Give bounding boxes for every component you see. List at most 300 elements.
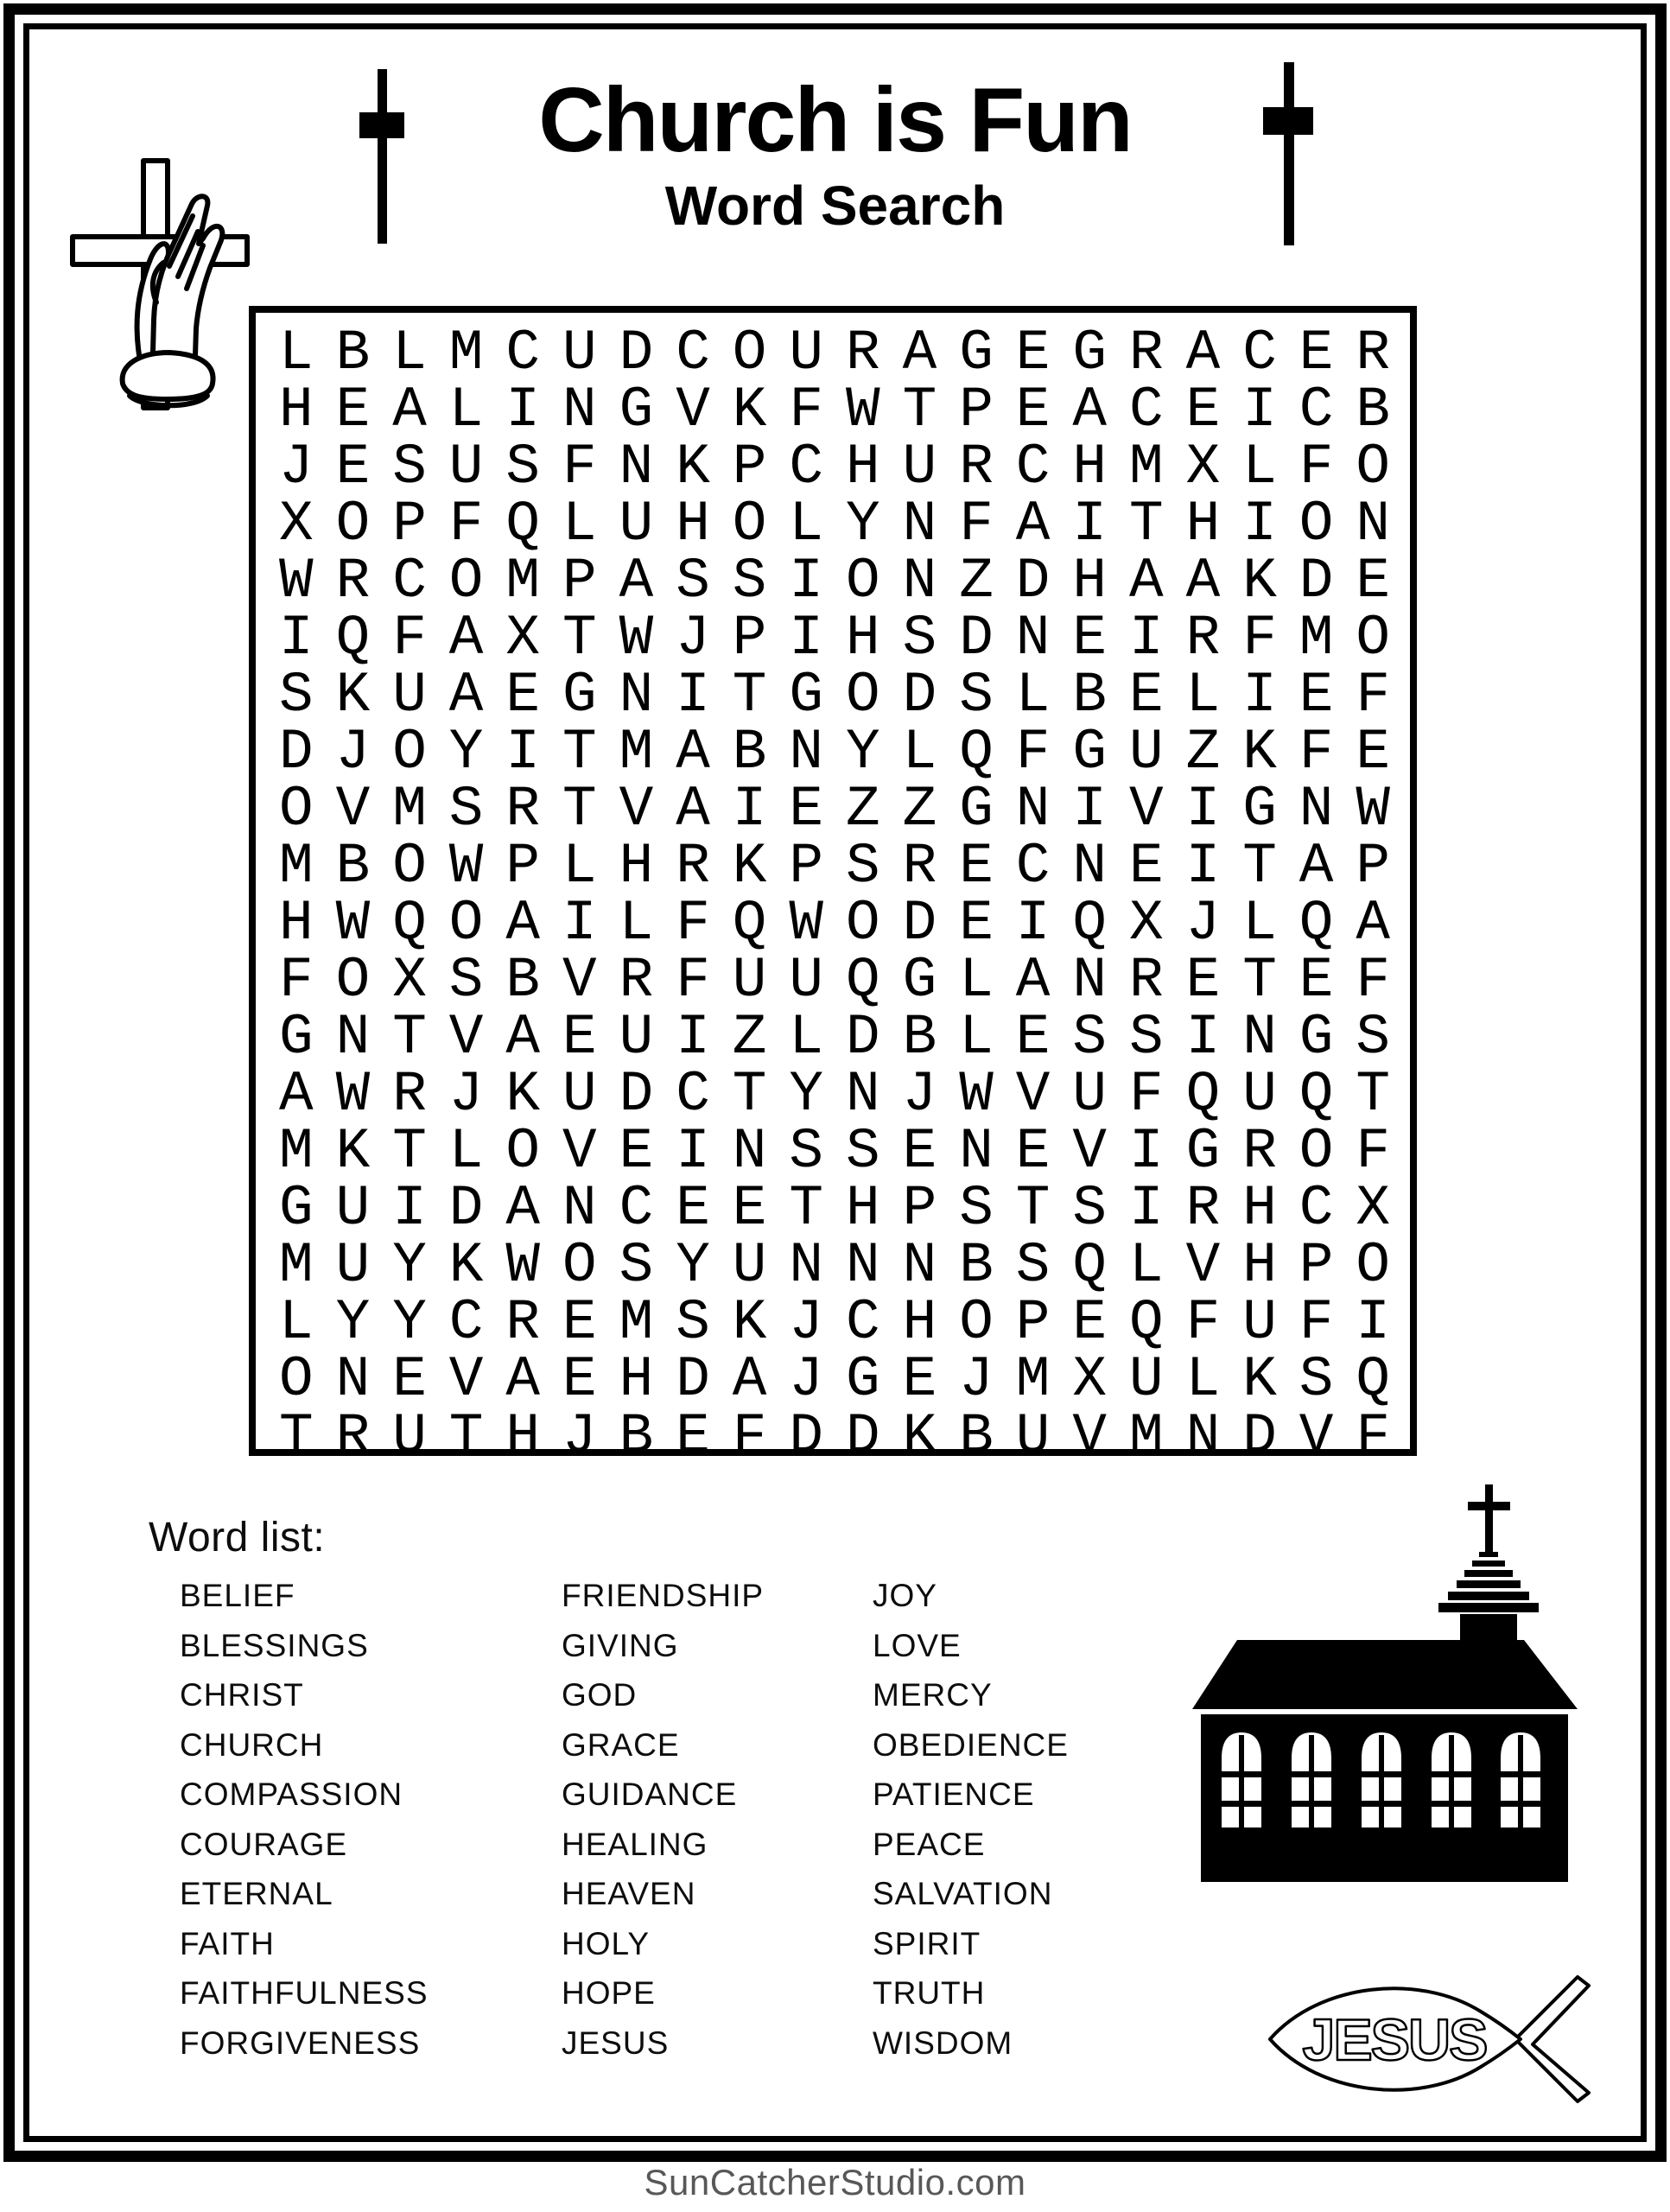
grid-letter: Z (959, 549, 994, 613)
grid-letter: O (392, 834, 427, 899)
grid-letter: O (845, 549, 880, 613)
grid-letter: M (278, 834, 314, 899)
grid-letter: D (1242, 1404, 1277, 1469)
grid-letter: A (1015, 948, 1051, 1013)
grid-letter: P (732, 606, 767, 671)
grid-letter: L (448, 1119, 484, 1184)
grid-letter: H (1072, 435, 1107, 499)
grid-letter: D (1299, 549, 1334, 613)
grid-letter: R (902, 834, 937, 899)
grid-letter: B (1072, 663, 1107, 728)
grid-letter: I (1242, 492, 1277, 556)
grid-letter: I (1072, 777, 1107, 842)
grid-letter: S (448, 948, 484, 1013)
grid-letter: V (1185, 1233, 1221, 1298)
grid-letter: S (676, 1290, 710, 1355)
grid-letter: E (1185, 948, 1221, 1013)
grid-letter: X (1128, 891, 1164, 956)
grid-letter: Y (845, 492, 880, 556)
grid-letter: O (278, 1347, 314, 1412)
grid-letter: L (1242, 891, 1277, 956)
grid-letter: N (1072, 834, 1107, 899)
grid-letter: E (392, 1347, 427, 1412)
grid-letter: L (278, 321, 314, 385)
grid-letter: N (732, 1119, 767, 1184)
grid-letter: U (619, 492, 654, 556)
grid-letter: F (1299, 720, 1334, 785)
grid-letter: M (1128, 1404, 1164, 1469)
word-list-item: OBEDIENCE (873, 1726, 1069, 1763)
grid-letter: E (562, 1347, 597, 1412)
grid-letter: T (562, 720, 597, 785)
grid-letter: F (1356, 1119, 1390, 1184)
grid-letter: A (676, 720, 710, 785)
grid-letter: U (902, 435, 937, 499)
grid-letter: E (505, 663, 540, 728)
grid-letter: F (1356, 948, 1390, 1013)
grid-letter: S (1299, 1347, 1334, 1412)
grid-letter: R (335, 549, 371, 613)
grid-letter: Y (676, 1233, 710, 1298)
grid-letter: E (1128, 834, 1164, 899)
grid-letter: D (676, 1347, 710, 1412)
grid-letter: E (1015, 378, 1051, 442)
grid-letter: A (619, 549, 654, 613)
grid-letter: L (1185, 663, 1221, 728)
grid-letter: T (562, 606, 597, 671)
grid-letter: N (562, 1176, 597, 1241)
grid-letter: E (1072, 1290, 1107, 1355)
grid-letter: P (1356, 834, 1390, 899)
grid-letter: C (1015, 435, 1051, 499)
grid-letter: Q (1299, 1062, 1334, 1127)
grid-letter: S (619, 1233, 654, 1298)
grid-letter: A (1299, 834, 1334, 899)
grid-letter: R (1128, 948, 1164, 1013)
grid-letter: P (902, 1176, 937, 1241)
grid-letter: L (448, 378, 484, 442)
grid-letter: I (732, 777, 767, 842)
grid-letter: S (278, 663, 314, 728)
grid-letter: Q (1299, 891, 1334, 956)
grid-letter: E (1015, 1005, 1051, 1070)
grid-letter: G (1185, 1119, 1221, 1184)
grid-letter: E (959, 891, 994, 956)
grid-letter: O (1356, 606, 1390, 671)
grid-letter: P (1015, 1290, 1051, 1355)
grid-letter: W (278, 549, 314, 613)
grid-letter: R (1356, 321, 1390, 385)
grid-letter: K (1242, 549, 1277, 613)
grid-letter: R (1128, 321, 1164, 385)
grid-letter: U (619, 1005, 654, 1070)
grid-letter: M (278, 1119, 314, 1184)
grid-letter: P (392, 492, 427, 556)
grid-letter: N (1015, 777, 1051, 842)
grid-letter: T (1015, 1176, 1051, 1241)
grid-letter: E (1299, 663, 1334, 728)
grid-letter: B (732, 720, 767, 785)
grid-letter: O (505, 1119, 540, 1184)
grid-letter: E (1185, 378, 1221, 442)
word-list-item: SPIRIT (873, 1925, 981, 1961)
grid-letter: W (335, 1062, 371, 1127)
grid-letter: D (278, 720, 314, 785)
grid-letter: K (505, 1062, 540, 1127)
grid-letter: P (732, 435, 767, 499)
word-list-column (562, 1571, 764, 2068)
grid-letter: H (278, 378, 314, 442)
word-list-item: LOVE (873, 1627, 962, 1663)
grid-letter: Q (1185, 1062, 1221, 1127)
grid-letter: H (278, 891, 314, 956)
grid-letter: V (1072, 1404, 1107, 1469)
grid-letter: N (619, 435, 654, 499)
grid-letter: H (845, 606, 880, 671)
grid-letter: W (335, 891, 371, 956)
grid-letter: I (676, 1005, 710, 1070)
grid-letter: C (1299, 1176, 1334, 1241)
grid-letter: D (789, 1404, 823, 1469)
grid-letter: C (392, 549, 427, 613)
grid-letter: I (676, 663, 710, 728)
grid-letter: E (676, 1176, 710, 1241)
grid-letter: V (562, 948, 597, 1013)
grid-letter: W (845, 378, 880, 442)
grid-letter: L (619, 891, 654, 956)
grid-letter: A (505, 1176, 540, 1241)
grid-letter: N (902, 549, 937, 613)
grid-letter: I (1185, 834, 1221, 899)
grid-letter: M (1015, 1347, 1051, 1412)
grid-letter: C (1015, 834, 1051, 899)
grid-letter: U (335, 1176, 371, 1241)
grid-letter: B (335, 321, 371, 385)
grid-letter: X (1072, 1347, 1107, 1412)
grid-letter: O (335, 948, 371, 1013)
grid-letter: R (1185, 1176, 1221, 1241)
word-list-item: HEALING (562, 1826, 708, 1862)
grid-letter: T (732, 1062, 767, 1127)
grid-letter: I (1242, 378, 1277, 442)
grid-letter: A (1128, 549, 1164, 613)
grid-letter: E (1356, 720, 1390, 785)
grid-letter: H (1072, 549, 1107, 613)
grid-letter: H (845, 435, 880, 499)
grid-letter: J (278, 435, 314, 499)
grid-letter: M (619, 720, 654, 785)
grid-letter: N (562, 378, 597, 442)
grid-letter: K (448, 1233, 484, 1298)
grid-letter: I (1242, 663, 1277, 728)
church-icon (1191, 1460, 1579, 1886)
grid-letter: Q (1072, 1233, 1107, 1298)
grid-letter: E (562, 1005, 597, 1070)
grid-letter: T (902, 378, 937, 442)
grid-letter: T (1128, 492, 1164, 556)
grid-letter: G (845, 1347, 880, 1412)
grid-letter: U (392, 1404, 427, 1469)
grid-letter: S (1072, 1005, 1107, 1070)
grid-letter: S (959, 1176, 994, 1241)
grid-letter: N (1299, 777, 1334, 842)
grid-letter: O (278, 777, 314, 842)
grid-letter: J (448, 1062, 484, 1127)
grid-letter: U (789, 321, 823, 385)
grid-letter: P (1299, 1233, 1334, 1298)
grid-letter: O (1356, 435, 1390, 499)
grid-letter: T (1242, 834, 1277, 899)
grid-letter: A (448, 663, 484, 728)
word-list-column (873, 1571, 1069, 2068)
grid-letter: E (676, 1404, 710, 1469)
grid-letter: U (732, 948, 767, 1013)
grid-letter: E (1015, 321, 1051, 385)
grid-letter: O (1299, 1119, 1334, 1184)
grid-letter: U (1242, 1062, 1277, 1127)
grid-letter: K (335, 1119, 371, 1184)
grid-letter: G (278, 1176, 314, 1241)
word-list-item: COMPASSION (180, 1777, 403, 1812)
grid-letter: S (676, 549, 710, 613)
grid-letter: S (392, 435, 427, 499)
word-list-item: GUIDANCE (562, 1777, 738, 1812)
grid-letter: C (1242, 321, 1277, 385)
grid-letter: L (1128, 1233, 1164, 1298)
grid-letter: K (732, 1290, 767, 1355)
grid-letter: T (1242, 948, 1277, 1013)
grid-letter: P (562, 549, 597, 613)
grid-letter: D (959, 606, 994, 671)
grid-letter: M (448, 321, 484, 385)
grid-letter: Q (505, 492, 540, 556)
grid-letter: U (1072, 1062, 1107, 1127)
grid-letter: Q (1072, 891, 1107, 956)
grid-letter: A (505, 1347, 540, 1412)
grid-letter: Y (392, 1233, 427, 1298)
grid-letter: J (562, 1404, 597, 1469)
grid-letter: T (562, 777, 597, 842)
grid-letter: W (959, 1062, 994, 1127)
grid-letter: A (1356, 891, 1390, 956)
grid-letter: N (1072, 948, 1107, 1013)
grid-letter: V (448, 1347, 484, 1412)
grid-letter: L (562, 834, 597, 899)
grid-letter: U (392, 663, 427, 728)
grid-letter: L (959, 948, 994, 1013)
grid-letter: F (732, 1404, 767, 1469)
grid-letter: M (278, 1233, 314, 1298)
word-list-item: BLESSINGS (180, 1627, 369, 1663)
grid-letter: G (1299, 1005, 1334, 1070)
word-list-item: ETERNAL (180, 1876, 333, 1911)
grid-letter: K (1242, 1347, 1277, 1412)
grid-letter: S (845, 834, 880, 899)
grid-letter: J (789, 1290, 823, 1355)
grid-letter: L (392, 321, 427, 385)
grid-letter: U (732, 1233, 767, 1298)
grid-letter: L (278, 1290, 314, 1355)
grid-letter: E (1128, 663, 1164, 728)
grid-letter: H (1242, 1233, 1277, 1298)
grid-letter: Q (1356, 1347, 1390, 1412)
grid-letter: J (902, 1062, 937, 1127)
word-grid (249, 306, 1417, 1469)
grid-letter: N (902, 1233, 937, 1298)
grid-letter: K (902, 1404, 937, 1469)
grid-letter: I (392, 1176, 427, 1241)
grid-letter: E (959, 834, 994, 899)
grid-letter: A (676, 777, 710, 842)
grid-letter: N (959, 1119, 994, 1184)
grid-letter: D (448, 1176, 484, 1241)
word-list-item: GOD (562, 1677, 638, 1713)
grid-letter: D (902, 663, 937, 728)
grid-letter: N (1242, 1005, 1277, 1070)
word-list-item: FRIENDSHIP (562, 1578, 765, 1613)
grid-letter: H (1242, 1176, 1277, 1241)
grid-letter: O (448, 891, 484, 956)
word-list-item: HEAVEN (562, 1876, 696, 1911)
grid-letter: N (335, 1005, 371, 1070)
grid-letter: H (619, 1347, 654, 1412)
grid-letter: F (1299, 435, 1334, 499)
grid-letter: I (789, 606, 823, 671)
grid-letter: F (1185, 1290, 1221, 1355)
word-list-item: JOY (873, 1578, 937, 1613)
grid-letter: T (732, 663, 767, 728)
grid-letter: O (562, 1233, 597, 1298)
grid-letter: T (1356, 1062, 1390, 1127)
grid-letter: B (959, 1404, 994, 1469)
grid-letter: G (562, 663, 597, 728)
grid-letter: V (1015, 1062, 1051, 1127)
grid-letter: B (335, 834, 371, 899)
grid-letter: F (392, 606, 427, 671)
grid-letter: F (1299, 1290, 1334, 1355)
grid-letter: G (619, 378, 654, 442)
grid-letter: S (1128, 1005, 1164, 1070)
grid-letter: P (959, 378, 994, 442)
grid-letter: D (619, 1062, 654, 1127)
grid-letter: M (392, 777, 427, 842)
grid-letter: F (1242, 606, 1277, 671)
grid-letter: X (278, 492, 314, 556)
grid-letter: V (1299, 1404, 1334, 1469)
grid-letter: J (1185, 891, 1221, 956)
grid-letter: I (1072, 492, 1107, 556)
grid-letter: Y (789, 1062, 823, 1127)
grid-letter: U (562, 321, 597, 385)
word-list-item: JESUS (562, 2024, 670, 2061)
grid-letter: F (959, 492, 994, 556)
grid-letter: L (789, 492, 823, 556)
grid-letter: Y (845, 720, 880, 785)
grid-letter: K (335, 663, 371, 728)
grid-letter: Z (732, 1005, 767, 1070)
grid-letter: J (789, 1347, 823, 1412)
word-list-column (180, 1571, 429, 2068)
grid-letter: T (789, 1176, 823, 1241)
grid-letter: E (1299, 948, 1334, 1013)
grid-letter: C (1128, 378, 1164, 442)
grid-letter: M (619, 1290, 654, 1355)
grid-letter: U (1128, 1347, 1164, 1412)
grid-letter: B (959, 1233, 994, 1298)
grid-letter: O (959, 1290, 994, 1355)
grid-letter: I (1128, 606, 1164, 671)
word-list-item: HOPE (562, 1975, 656, 2011)
grid-letter: G (1242, 777, 1277, 842)
grid-letter: C (1299, 378, 1334, 442)
grid-letter: S (789, 1119, 823, 1184)
word-list-item: FORGIVENESS (180, 2024, 421, 2061)
grid-letter: A (505, 1005, 540, 1070)
grid-letter: Q (335, 606, 371, 671)
grid-letter: B (619, 1404, 654, 1469)
grid-letter: G (959, 777, 994, 842)
grid-letter: S (959, 663, 994, 728)
grid-letter: O (335, 492, 371, 556)
grid-letter: K (676, 435, 710, 499)
grid-letter: O (1299, 492, 1334, 556)
word-list-item: PATIENCE (873, 1777, 1035, 1812)
grid-letter: H (676, 492, 710, 556)
word-list-item: TRUTH (873, 1975, 986, 2011)
grid-letter: M (1128, 435, 1164, 499)
grid-letter: C (676, 321, 710, 385)
grid-letter: F (562, 435, 597, 499)
grid-letter: G (789, 663, 823, 728)
grid-letter: N (902, 492, 937, 556)
grid-letter: G (902, 948, 937, 1013)
grid-letter: A (1015, 492, 1051, 556)
grid-letter: I (1015, 891, 1051, 956)
grid-letter: I (1185, 1005, 1221, 1070)
grid-letter: O (1356, 1233, 1390, 1298)
grid-letter: A (392, 378, 427, 442)
grid-letter: E (1299, 321, 1334, 385)
grid-letter: T (392, 1005, 427, 1070)
grid-letter: F (789, 378, 823, 442)
grid-letter: O (732, 492, 767, 556)
grid-letter: R (845, 321, 880, 385)
grid-letter: E (902, 1119, 937, 1184)
grid-letter: E (1356, 549, 1390, 613)
grid-letter: Q (959, 720, 994, 785)
grid-letter: V (335, 777, 371, 842)
grid-letter: N (1015, 606, 1051, 671)
grid-letter: C (676, 1062, 710, 1127)
grid-letter: J (959, 1347, 994, 1412)
grid-letter: Q (732, 891, 767, 956)
grid-letter: W (448, 834, 484, 899)
grid-letter: D (1015, 549, 1051, 613)
grid-letter: V (562, 1119, 597, 1184)
grid-letter: I (1185, 777, 1221, 842)
grid-letter: I (505, 378, 540, 442)
grid-letter: U (1242, 1290, 1277, 1355)
grid-letter: L (1185, 1347, 1221, 1412)
grid-letter: U (789, 948, 823, 1013)
grid-letter: F (1128, 1062, 1164, 1127)
grid-letter: Q (845, 948, 880, 1013)
grid-letter: K (732, 834, 767, 899)
grid-letter: F (1356, 663, 1390, 728)
grid-letter: N (1185, 1404, 1221, 1469)
grid-letter: D (845, 1404, 880, 1469)
grid-letter: P (505, 834, 540, 899)
